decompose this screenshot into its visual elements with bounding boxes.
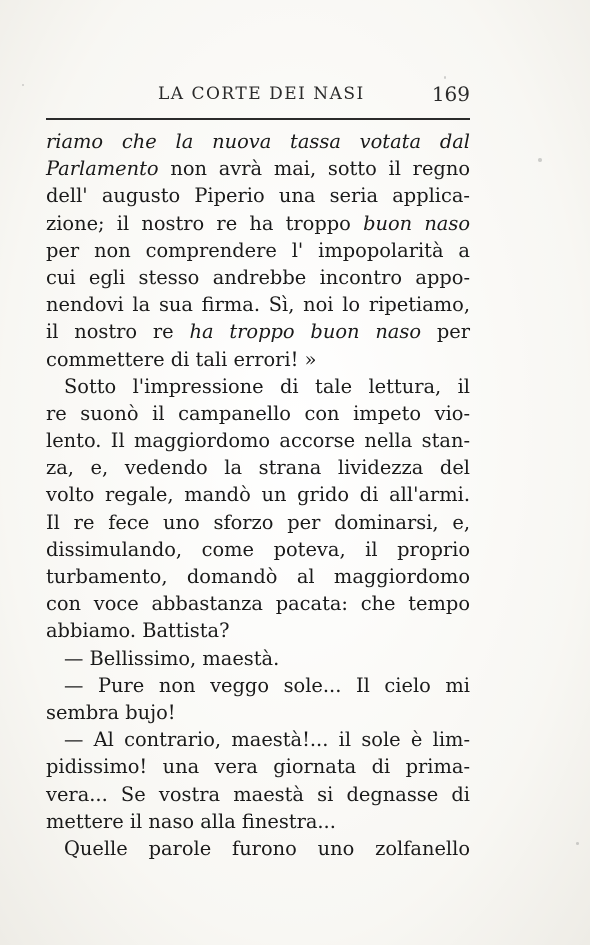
text-line xyxy=(46,699,470,726)
italic-text: buon naso xyxy=(363,211,470,235)
scan-speck xyxy=(444,76,446,79)
header-rule xyxy=(46,118,470,120)
page-header xyxy=(46,84,470,112)
text-segment: dell' augusto Piperio una seria applica- xyxy=(46,184,470,208)
text-segment: — Pure non veggo sole... Il cielo mi xyxy=(64,673,470,697)
italic-text: Parlamento xyxy=(46,157,159,181)
text-line xyxy=(46,155,470,182)
text-line xyxy=(46,128,470,155)
text-segment: za, e, vedendo la strana lividezza del xyxy=(46,456,470,480)
text-segment: abbiamo. Battista? xyxy=(46,619,230,643)
text-line xyxy=(46,454,470,481)
text-line xyxy=(46,318,470,345)
scan-speck xyxy=(576,842,579,845)
text-segment: dissimulando, come poteva, il proprio xyxy=(46,537,470,561)
text-segment: Quelle parole furono uno zolfanello xyxy=(64,836,470,860)
text-line xyxy=(46,672,470,699)
text-segment: — Bellissimo, maestà. xyxy=(64,646,280,670)
text-line xyxy=(46,509,470,536)
scan-speck xyxy=(22,84,24,86)
text-segment: mettere il naso alla finestra... xyxy=(46,809,336,833)
text-segment: non avrà mai, sotto il regno xyxy=(158,157,470,181)
text-line xyxy=(46,291,470,318)
text-line xyxy=(46,536,470,563)
text-segment: il nostro re xyxy=(46,320,190,344)
text-segment: zione; il nostro re ha troppo xyxy=(46,211,364,235)
text-segment: cui egli stesso andrebbe incontro appo- xyxy=(46,265,470,289)
text-line xyxy=(46,645,470,672)
body-text xyxy=(46,128,470,862)
text-line xyxy=(46,617,470,644)
italic-text: riamo che la nuova tassa votata dal xyxy=(46,130,470,153)
text-line xyxy=(46,346,470,373)
text-segment: lento. Il maggiordomo accorse nella stan- xyxy=(46,429,470,453)
text-line xyxy=(46,427,470,454)
text-line xyxy=(46,781,470,808)
text-segment: per non comprendere l' impopolarità a xyxy=(46,238,470,262)
text-segment: pidissimo! una vera giornata di prima- xyxy=(46,755,470,779)
text-line xyxy=(46,563,470,590)
text-line xyxy=(46,264,470,291)
text-segment: con voce abbastanza pacata: che tempo xyxy=(46,592,470,616)
page-number: 169 xyxy=(431,82,470,106)
text-line xyxy=(46,835,470,862)
italic-text: ha troppo buon naso xyxy=(189,320,421,344)
text-segment: commettere di tali errori! » xyxy=(46,347,317,371)
running-title: LA CORTE DEI NASI xyxy=(158,84,365,104)
text-line xyxy=(46,400,470,427)
text-line xyxy=(46,590,470,617)
text-segment: re suonò il campanello con impeto vio- xyxy=(46,401,470,425)
text-segment: nendovi la sua firma. Sì, noi lo ripetiamo, xyxy=(46,293,470,317)
scan-speck xyxy=(538,158,542,162)
text-line xyxy=(46,753,470,780)
text-line xyxy=(46,808,470,835)
text-line xyxy=(46,373,470,400)
text-segment: turbamento, domandò al maggiordomo xyxy=(46,565,470,588)
text-segment: volto regale, mandò un grido di all'armi. xyxy=(46,483,470,507)
text-segment: — Al contrario, maestà!... il sole è lim- xyxy=(64,728,470,752)
text-line xyxy=(46,182,470,209)
text-line xyxy=(46,726,470,753)
text-line xyxy=(46,237,470,264)
text-segment: Sotto l'impressione di tale lettura, il xyxy=(64,374,470,398)
text-segment: vera... Se vostra maestà si degnasse di xyxy=(46,782,470,806)
text-line xyxy=(46,210,470,237)
text-segment: Il re fece uno sforzo per dominarsi, e, xyxy=(46,510,470,534)
text-segment: per xyxy=(421,320,470,344)
text-line xyxy=(46,481,470,508)
text-segment: sembra bujo! xyxy=(46,700,176,724)
